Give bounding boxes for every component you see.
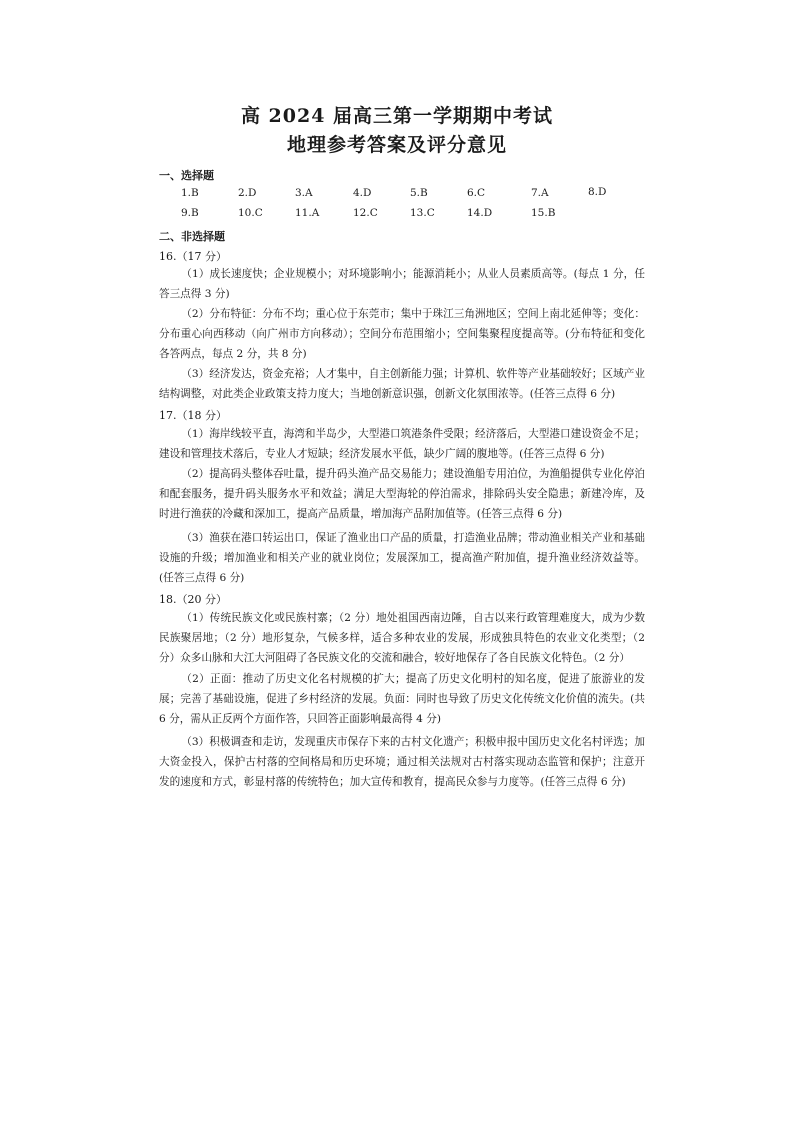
choice-answer: 14.D — [467, 207, 493, 219]
question-18-part-3: （3）积极调查和走访，发现重庆市保存下来的古村文化遗产；积极申报中国历史文化名村评选；加大资金投入，保护古村落的空间格局和历史环境；通过相关法规对古村落实现动态监管和保护；注意开发的速度和方式，彰显村落的传统特色；加大宣传和教育，提高民众参与力度等。(任答三点得 6 分) — [159, 736, 645, 789]
question-16-part-2: （2）分布特征：分布不均；重心位于东莞市；集中于珠江三角洲地区；空间上南北延伸等；变化：分布重心向西移动（向广州市方向移动）；空间分布范围缩小；空间集聚程度提高等。(分布特征和变化各答两点，每点 2 分，共 8 分) — [159, 308, 645, 361]
choice-answer: 7.A — [531, 187, 549, 199]
choice-answer: 12.C — [353, 207, 378, 219]
question-17-part-1: （1）海岸线较平直，海湾和半岛少，大型港口筑港条件受限；经济落后，大型港口建设资金不足；建设和管理技术落后，专业人才短缺；经济发展水平低，缺少广阔的腹地等。(任答三点得 6 分) — [159, 428, 645, 461]
choice-answer: 11.A — [295, 207, 320, 219]
choice-answer: 5.B — [410, 187, 428, 199]
question-18-part-1: （1）传统民族文化或民族村寨；（2 分）地处祖国西南边陲，自古以来行政管理难度大，成为少数民族聚居地；（2 分）地形复杂，气候多样，适合多种农业的发展，形成独具特色的农业文化类型；（2 分）众多山脉和大江大河阻碍了各民族文化的交流和融合，较好地保存了各自民族文化特色。（2 分） — [159, 612, 645, 665]
question-17-heading: 17.（18 分） — [159, 409, 227, 422]
choice-answer: 4.D — [353, 187, 372, 199]
exam-title: 高 2024 届高三第一学期期中考试 — [240, 105, 554, 127]
question-16-heading: 16.（17 分） — [159, 250, 227, 263]
choice-answer: 9.B — [181, 207, 199, 219]
section-heading-nonchoice: 二、非选择题 — [159, 230, 225, 243]
question-16-part-3: （3）经济发达，资金充裕；人才集中，自主创新能力强；计算机、软件等产业基础较好；区域产业结构调整，对此类企业政策支持力度大；当地创新意识强，创新文化氛围浓等。(任答三点得 6 分) — [159, 368, 645, 401]
question-18-heading: 18.（20 分） — [159, 593, 227, 606]
choice-answer: 15.B — [531, 207, 556, 219]
question-17-part-3: （3）渔获在港口转运出口，保证了渔业出口产品的质量，打造渔业品牌；带动渔业相关产业和基础设施的升级；增加渔业和相关产业的就业岗位；发展深加工，提高渔产附加值，提升渔业经济效益等。(任答三点得 6 分) — [159, 532, 645, 585]
choice-answer: 1.B — [181, 187, 199, 199]
choice-answer: 3.A — [295, 187, 313, 199]
choice-answer: 6.C — [467, 187, 486, 199]
choice-answer: 10.C — [238, 207, 263, 219]
question-17-part-2: （2）提高码头整体吞吐量，提升码头渔产品交易能力；建设渔船专用泊位，为渔船提供专业化停泊和配套服务，提升码头服务水平和效益；满足大型海轮的停泊需求，排除码头安全隐患；新建冷库，及时进行渔获的冷藏和深加工，提高产品质量，增加海产品附加值等。(任答三点得 6 分) — [159, 468, 645, 521]
choice-answer: 2.D — [238, 187, 257, 199]
section-heading-choice: 一、选择题 — [159, 169, 214, 182]
question-18-part-2: （2）正面：推动了历史文化名村规模的扩大；提高了历史文化明村的知名度，促进了旅游业的发展；完善了基础设施，促进了乡村经济的发展。负面：同时也导致了历史文化传统文化价值的流失。(共 6 分，需从正反两个方面作答，只回答正面影响最高得 4 分) — [159, 673, 645, 726]
choice-answer: 13.C — [410, 207, 435, 219]
choice-answer: 8.D — [588, 186, 607, 198]
exam-subtitle: 地理参考答案及评分意见 — [286, 134, 507, 156]
question-16-part-1: （1）成长速度快；企业规模小；对环境影响小；能源消耗小；从业人员素质高等。(每点 1 分，任答三点得 3 分) — [159, 268, 645, 301]
